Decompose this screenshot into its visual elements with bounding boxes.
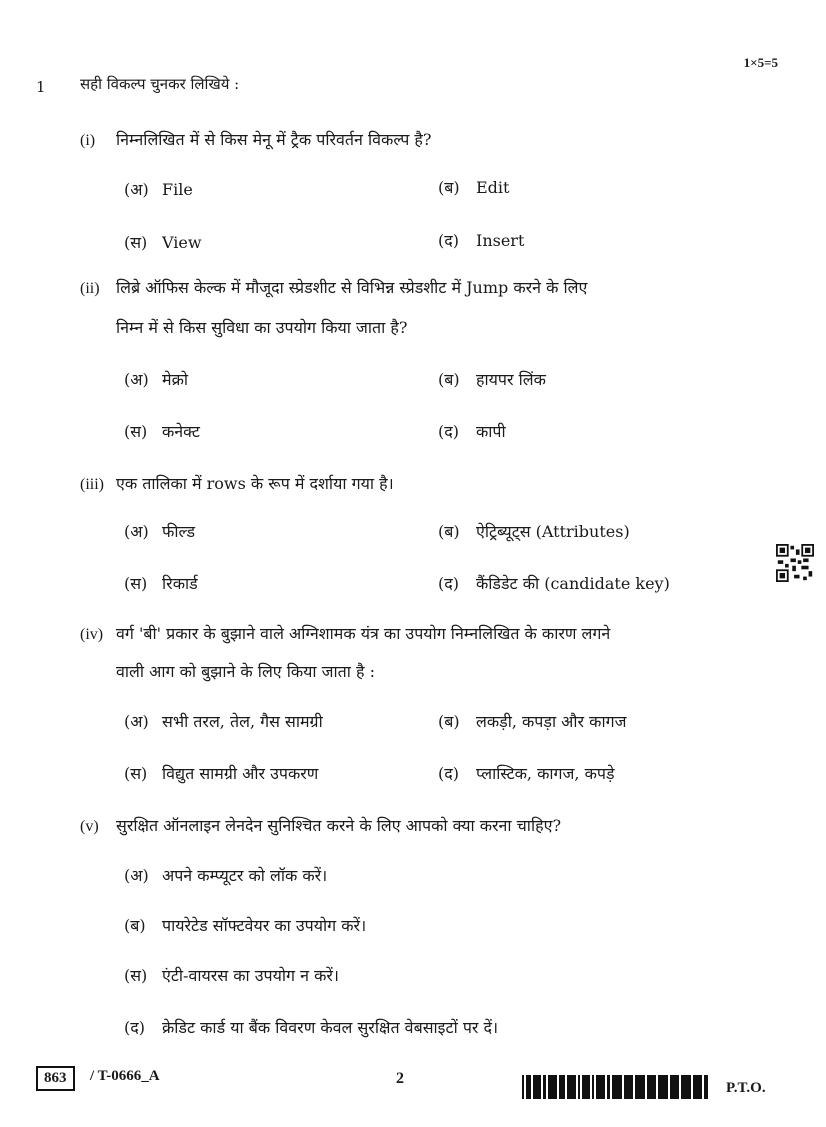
barcode-icon	[522, 1075, 708, 1099]
option-text: ऐट्रिब्यूट्स (Attributes)	[476, 522, 630, 541]
option-text: मेक्रो	[162, 370, 189, 389]
option-text: File	[162, 180, 193, 199]
option-v-c	[124, 964, 339, 986]
option-iv-d	[438, 762, 615, 784]
please-turn-over: P.T.O.	[726, 1080, 766, 1096]
option-v-d	[124, 1016, 498, 1038]
question-v-text: सुरक्षित ऑनलाइन लेनदेन सुनिश्चित करने के लिए आपको क्या करना चाहिए?	[116, 816, 562, 835]
instruction-heading: सही विकल्प चुनकर लिखिये :	[80, 75, 240, 93]
option-text: अपने कम्प्यूटर को लॉक करें।	[162, 866, 328, 885]
option-label: (अ)	[124, 866, 149, 885]
option-label: (अ)	[124, 180, 149, 199]
option-iii-c	[124, 572, 198, 594]
option-label: (स)	[124, 574, 148, 593]
option-iv-c	[124, 762, 318, 784]
option-label: (ब)	[124, 916, 146, 935]
option-label: (द)	[438, 764, 459, 783]
question-ii-number: (ii)	[80, 280, 100, 297]
option-text: हायपर लिंक	[476, 370, 546, 389]
option-text: Insert	[476, 231, 525, 250]
option-ii-c	[124, 420, 200, 442]
option-label: (ब)	[438, 370, 460, 389]
option-label: (द)	[124, 1018, 145, 1037]
option-i-d	[438, 229, 524, 251]
option-iii-a	[124, 520, 195, 542]
option-text: क्रेडिट कार्ड या बैंक विवरण केवल सुरक्षित वेबसाइटों पर दें।	[162, 1018, 499, 1037]
option-iii-d	[438, 572, 670, 594]
series-code: / T-0666_A	[90, 1068, 160, 1084]
option-text: प्लास्टिक, कागज, कपड़े	[476, 764, 615, 783]
option-label: (ब)	[438, 712, 460, 731]
option-ii-b	[438, 368, 546, 390]
question-iii-number: (iii)	[80, 476, 104, 493]
option-v-b	[124, 914, 366, 936]
option-text: एंटी-वायरस का उपयोग न करें।	[162, 966, 339, 985]
page-number: 2	[396, 1070, 404, 1087]
option-label: (अ)	[124, 712, 149, 731]
option-i-a	[124, 178, 193, 200]
option-iv-b	[438, 710, 627, 732]
option-text: पायरेटेड सॉफ्टवेयर का उपयोग करें।	[162, 916, 367, 935]
option-label: (स)	[124, 233, 148, 252]
option-label: (ब)	[438, 522, 460, 541]
question-v-number: (v)	[80, 818, 99, 835]
option-label: (अ)	[124, 370, 149, 389]
option-text: फील्ड	[162, 522, 196, 541]
question-i	[80, 128, 431, 150]
option-text: सभी तरल, तेल, गैस सामग्री	[162, 712, 323, 731]
option-text: विद्युत सामग्री और उपकरण	[162, 764, 319, 783]
option-text: Edit	[476, 178, 510, 197]
option-text: लकड़ी, कपड़ा और कागज	[476, 712, 627, 731]
option-i-b	[438, 176, 509, 198]
question-iv-number: (iv)	[80, 626, 104, 643]
qr-code-icon	[776, 544, 814, 582]
question-iii	[80, 472, 394, 494]
question-ii-text-line1: लिब्रे ऑफिस केल्क में मौजूदा स्प्रेडशीट से विभिन्न स्प्रेडशीट में Jump करने के लिए	[116, 278, 588, 297]
question-ii	[80, 276, 587, 298]
option-text: रिकार्ड	[162, 574, 198, 593]
marks-allocation: 1×5=5	[743, 55, 778, 70]
paper-code-box: 863	[36, 1066, 75, 1091]
option-text: View	[162, 233, 202, 252]
option-label: (स)	[124, 764, 148, 783]
question-i-number: (i)	[80, 132, 96, 149]
question-iii-text: एक तालिका में rows के रूप में दर्शाया गया है।	[116, 474, 394, 493]
question-ii-text-line2: निम्न में से किस सुविधा का उपयोग किया जाता है?	[116, 318, 408, 337]
question-iv-text-line2: वाली आग को बुझाने के लिए किया जाता है :	[116, 662, 376, 681]
option-label: (स)	[124, 422, 148, 441]
option-text: कापी	[476, 422, 506, 441]
option-iii-b	[438, 520, 630, 542]
option-iv-a	[124, 710, 323, 732]
option-label: (ब)	[438, 178, 460, 197]
question-iv-text-line1: वर्ग 'बी' प्रकार के बुझाने वाले अग्निशामक यंत्र का उपयोग निम्नलिखित के कारण लगने	[116, 624, 611, 643]
question-v	[80, 814, 561, 836]
option-ii-d	[438, 420, 506, 442]
option-label: (द)	[438, 231, 459, 250]
option-label: (स)	[124, 966, 148, 985]
option-label: (अ)	[124, 522, 149, 541]
question-iv	[80, 622, 610, 644]
option-text: कनेक्ट	[162, 422, 200, 441]
option-label: (द)	[438, 422, 459, 441]
option-ii-a	[124, 368, 188, 390]
option-label: (द)	[438, 574, 459, 593]
option-i-c	[124, 231, 202, 253]
option-v-a	[124, 864, 327, 886]
option-text: कैंडिडेट की (candidate key)	[476, 574, 670, 593]
question-number: 1	[36, 78, 46, 96]
question-i-text: निम्नलिखित में से किस मेनू में ट्रैक परिवर्तन विकल्प है?	[116, 130, 432, 149]
